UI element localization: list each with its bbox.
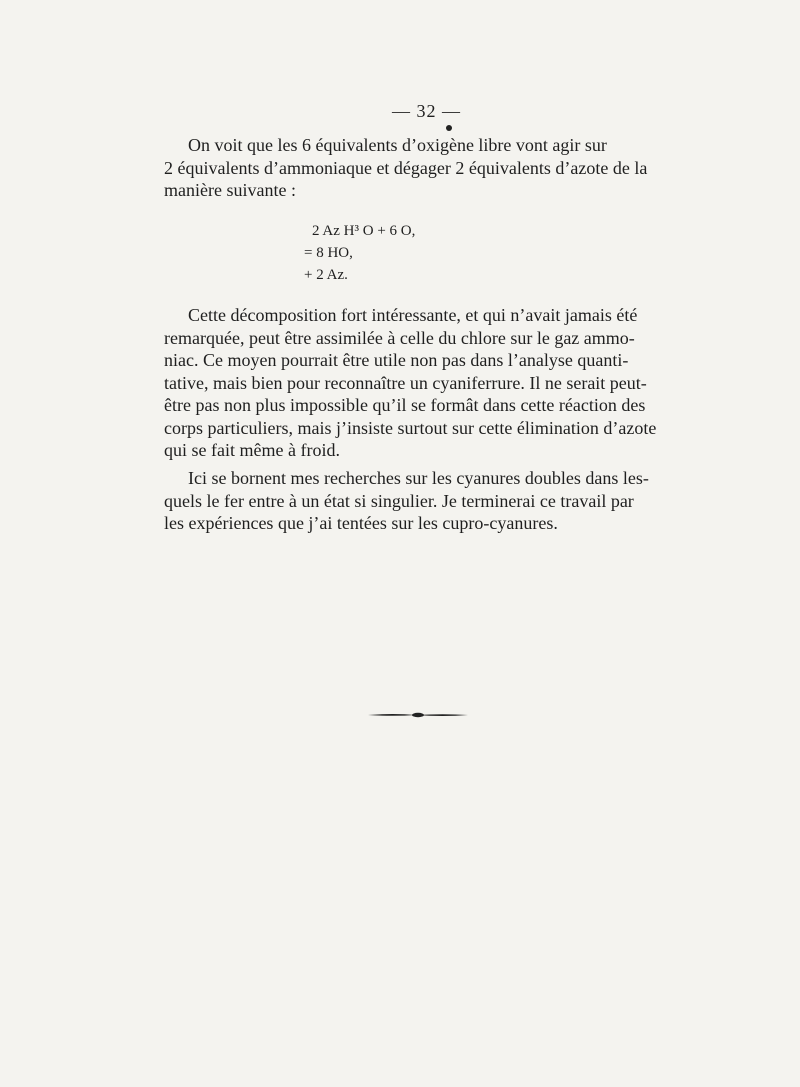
text-line: manière suivante : [164,180,296,200]
text-line: les expériences que j’ai tentées sur les cupro-cyanures. [164,513,558,533]
page-number [392,100,461,122]
text-line: qui se fait même à froid. [164,440,340,460]
text-line: corps particuliers, mais j’insiste surtout sur cette élimination d’azote [164,417,657,438]
formula-line-1: 2 Az H³ O + 6 O, [312,223,416,239]
text-line: Cette décomposition fort intéressante, et qui n’avait jamais été [188,305,638,325]
formula-line-3: + 2 Az. [304,267,348,283]
page-number-text: — 32 — [392,101,461,121]
paragraph-2 [164,304,680,462]
ink-dot [446,125,452,131]
paragraph-3 [164,467,680,535]
paragraph-1 [164,134,680,202]
text-line: niac. Ce moyen pourrait être utile non pas dans l’analyse quanti- [164,350,629,370]
ornamental-rule [368,712,468,718]
text-line: être pas non plus impossible qu’il se formât dans cette réaction des [164,395,646,415]
text-line: 2 équivalents d’ammoniaque et dégager 2 équivalents d’azote de la [164,157,648,178]
text-line: Ici se bornent mes recherches sur les cyanures doubles dans les- [188,468,649,488]
text-line: tative, mais bien pour reconnaître un cyaniferrure. Il ne serait peut- [164,372,647,393]
chemical-formula [304,220,416,286]
text-line: On voit que les 6 équivalents d’oxigène libre vont agir sur [188,135,607,155]
text-line: remarquée, peut être assimilée à celle du chlore sur le gaz ammo- [164,327,635,348]
formula-line-2: = 8 HO, [304,245,353,261]
text-line: quels le fer entre à un état si singulier. Je terminerai ce travail par [164,490,634,511]
